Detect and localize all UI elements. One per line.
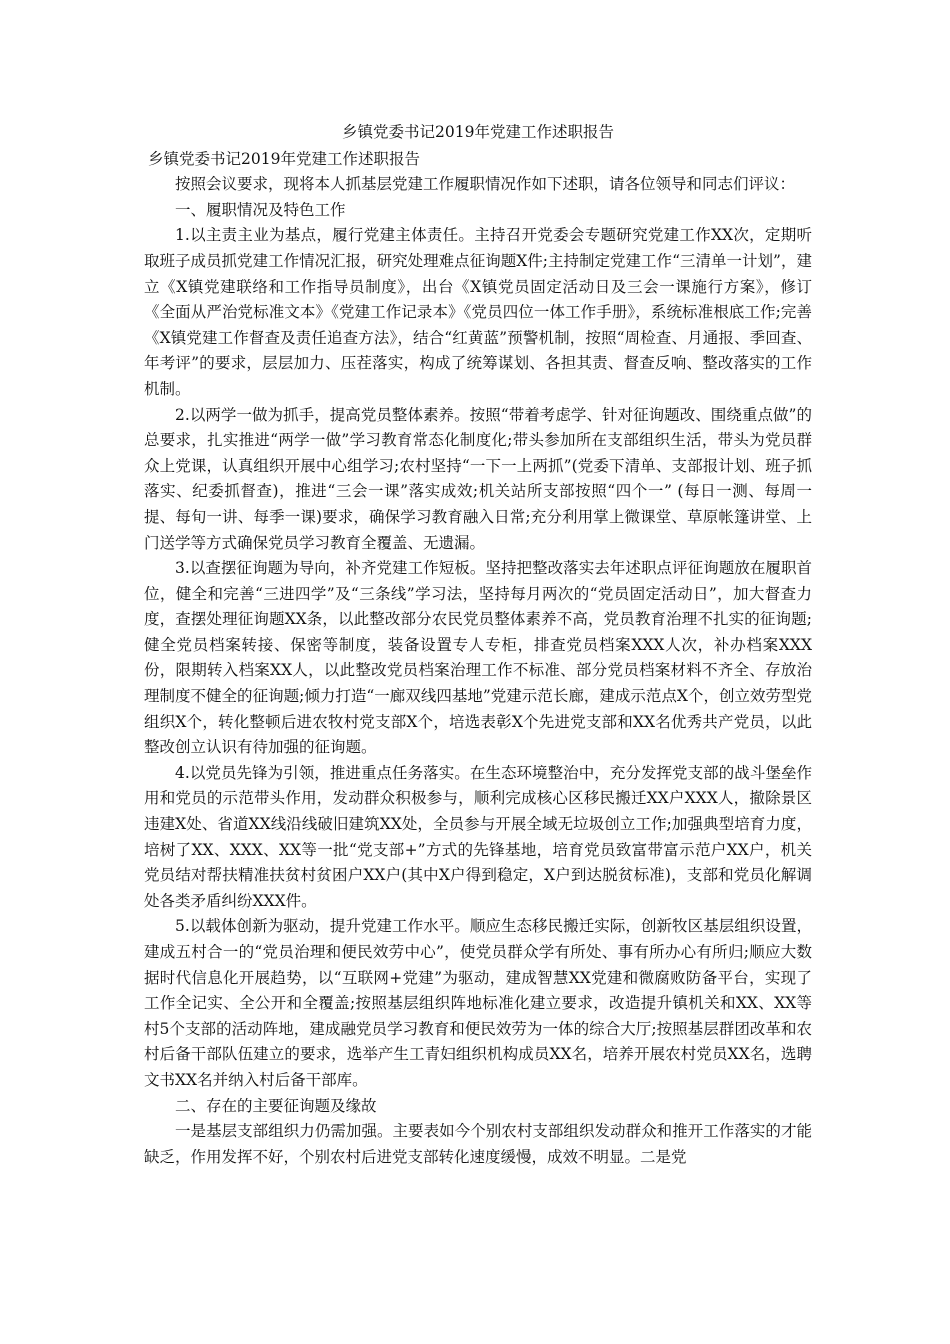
paragraph-item-5: 5.以载体创新为驱动，提升党建工作水平。顺应生态移民搬迁实际，创新牧区基层组织设置，建成五村合一的“党员治理和便民效劳中心”，使党员群众学有所处、事有所办心有所归;顺应大数据时代信息化开展趋势，以“互联网+党建”为驱动，建成智慧XX党建和微腐败防备平台，实现了工作全记实、全公开和全覆盖;按照基层组织阵地标准化建立要求，改造提升镇机关和XX、XX等村5个支部的活动阵地，建成融党员学习教育和便民效劳为一体的综合大厅;按照基层群团改革和农村后备干部队伍建立的要求，选举产生工青妇组织机构成员XX名，培养开展农村党员XX名，选聘文书XX名并纳入村后备干部库。	[144, 917, 812, 1089]
paragraph-item-4: 4.以党员先锋为引领，推进重点任务落实。在生态环境整治中，充分发挥党支部的战斗堡垒作用和党员的示范带头作用，发动群众积极参与，顺利完成核心区移民搬迁XX户XXX人，撤除景区违建X处、省道XX线沿线破旧建筑XX处，全员参与开展全域无垃圾创立工作;加强典型培育力度，培树了XX、XXX、XX等一批“党支部+”方式的先锋基地，培育党员致富带富示范户XX户，机关党员结对帮扶精准扶贫村贫困户XX户(其中X户得到稳定，X户到达脱贫标准)，支部和党员化解调处各类矛盾纠纷XXX件。	[144, 763, 812, 910]
paragraph-item-3: 3.以查摆征询题为导向，补齐党建工作短板。坚持把整改落实去年述职点评征询题放在履职首位，健全和完善“三进四学”及“三条线”学习法，坚持每月两次的“党员固定活动日”，加大督查力度，查摆处理征询题XX条，以此整改部分农民党员整体素养不高，党员教育治理不扎实的征询题;健全党员档案转接、保密等制度，装备设置专人专柜，排查党员档案XXX人次，补办档案XXX份，限期转入档案XX人，以此整改党员档案治理工作不标准、部分党员档案材料不齐全、存放治理制度不健全的征询题;倾力打造“一廊双线四基地”党建示范长廊，建成示范点X个，创立效劳型党组织X个，转化整顿后进农牧村党支部X个，培选表彰X个先进党支部和XX名优秀共产党员，以此整改创立认识有待加强的征询题。	[144, 559, 812, 757]
paragraph-item-1: 1.以主责主业为基点，履行党建主体责任。主持召开党委会专题研究党建工作XX次，定期听取班子成员抓党建工作情况汇报，研究处理难点征询题X件;主持制定党建工作“三清单一计划”，建立《X镇党建联络和工作指导员制度》，出台《X镇党员固定活动日及三会一课施行方案》，修订《全面从严治党标准文本》《党建工作记录本》《党员四位一体工作手册》，系统标准根底工作;完善《X镇党建工作督查及责任追查方法》，结合“红黄蓝”预警机制，按照“周检查、月通报、季回查、年考评”的要求，层层加力、压茬落实，构成了统筹谋划、各担其责、督查反响、整改落实的工作机制。	[144, 226, 812, 398]
section-heading-1: 一、履职情况及特色工作	[175, 200, 346, 219]
intro-paragraph: 按照会议要求，现将本人抓基层党建工作履职情况作如下述职，请各位领导和同志们评议：	[175, 175, 796, 194]
document-subtitle: 乡镇党委书记2019年党建工作述职报告	[148, 149, 420, 168]
section-heading-2: 二、存在的主要征询题及缘故	[175, 1096, 377, 1115]
paragraph-item-2: 2.以两学一做为抓手，提高党员整体素养。按照“带着考虑学、针对征询题改、围绕重点做”的总要求，扎实推进“两学一做”学习教育常态化制度化;带头参加所在支部组织生活，带头为党员群众上党课，认真组织开展中心组学习;农村坚持“一下一上两抓”(党委下清单、支部报计划、班子抓落实、纪委抓督查)，推进“三会一课”落实成效;机关站所支部按照“四个一” (每日一测、每周一提、每旬一讲、每季一课)要求，确保学习教育融入日常;充分利用掌上微课堂、草原帐篷讲堂、上门送学等方式确保党员学习教育全覆盖、无遗漏。	[144, 405, 812, 552]
paragraph-problem-1: 一是基层支部组织力仍需加强。主要表如今个别农村支部组织发动群众和推开工作落实的才能缺乏，作用发挥不好，个别农村后进党支部转化速度缓慢，成效不明显。二是党	[144, 1122, 812, 1166]
document-title: 乡镇党委书记2019年党建工作述职报告	[342, 123, 614, 141]
document-page	[144, 120, 812, 1170]
